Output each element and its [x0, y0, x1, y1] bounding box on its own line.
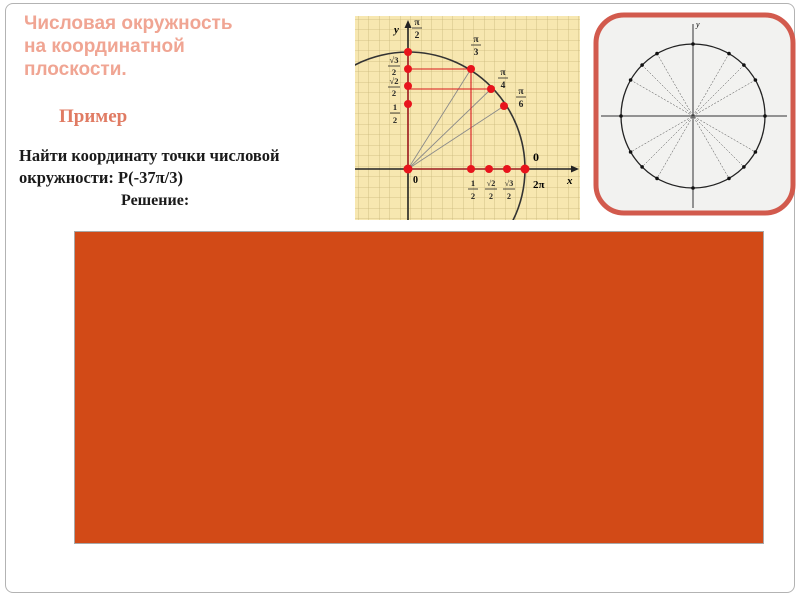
svg-text:2: 2: [489, 192, 493, 201]
svg-text:2: 2: [470, 191, 476, 201]
svg-text:√3: √3: [389, 55, 399, 65]
number-circle-figure: [593, 12, 796, 216]
task-line-2: окружности: P(-37π/3): [19, 168, 183, 187]
y-axis-label: y: [394, 24, 399, 36]
task-line-1: Найти координату точки числовой: [19, 146, 280, 165]
title-line-1: Числовая окружность: [24, 13, 233, 34]
svg-text:π: π: [473, 35, 479, 45]
point-y-sqrt3-2: [404, 65, 412, 73]
svg-text:√2: √2: [486, 179, 496, 188]
task-text: [19, 145, 279, 189]
point-x-sqrt2-2: [485, 165, 493, 173]
point-y-half: [404, 100, 412, 108]
point-pi-2: [404, 48, 412, 56]
unit-circle-grid-figure: [355, 16, 580, 220]
example-heading: Пример: [59, 106, 128, 127]
svg-text:π: π: [414, 18, 420, 28]
circle-y-label: y: [696, 20, 700, 29]
title-line-3: плоскости.: [24, 59, 127, 80]
x-axis-label: x: [567, 175, 573, 187]
svg-text:4: 4: [500, 81, 506, 91]
solution-label: Решение:: [121, 192, 190, 209]
point-pi-3: [467, 65, 475, 73]
point-origin: [404, 165, 413, 174]
svg-text:π: π: [500, 68, 506, 78]
svg-text:2: 2: [391, 88, 397, 98]
svg-text:3: 3: [473, 48, 479, 58]
point-y-sqrt2-2: [404, 82, 412, 90]
point-pi-4: [487, 85, 495, 93]
point-x-sqrt3-2: [503, 165, 511, 173]
point-x-half: [467, 165, 475, 173]
svg-text:2: 2: [414, 31, 420, 41]
svg-text:1: 1: [392, 102, 398, 112]
slide-title: [24, 12, 233, 81]
title-line-2: на координатной: [24, 36, 185, 57]
point-zero: [521, 165, 530, 174]
answer-box: [74, 231, 764, 544]
svg-text:6: 6: [518, 100, 524, 110]
two-pi-label: 2π: [533, 179, 545, 191]
point-pi-6: [500, 102, 508, 110]
origin-label: 0: [413, 175, 418, 186]
svg-text:1: 1: [470, 178, 476, 188]
svg-text:√3: √3: [504, 179, 514, 188]
svg-text:2: 2: [391, 67, 397, 77]
svg-text:2: 2: [507, 192, 511, 201]
grid-lines: [355, 16, 580, 220]
svg-text:√2: √2: [389, 76, 399, 86]
svg-text:π: π: [518, 87, 524, 97]
zero-label: 0: [533, 150, 539, 164]
svg-text:2: 2: [392, 115, 398, 125]
